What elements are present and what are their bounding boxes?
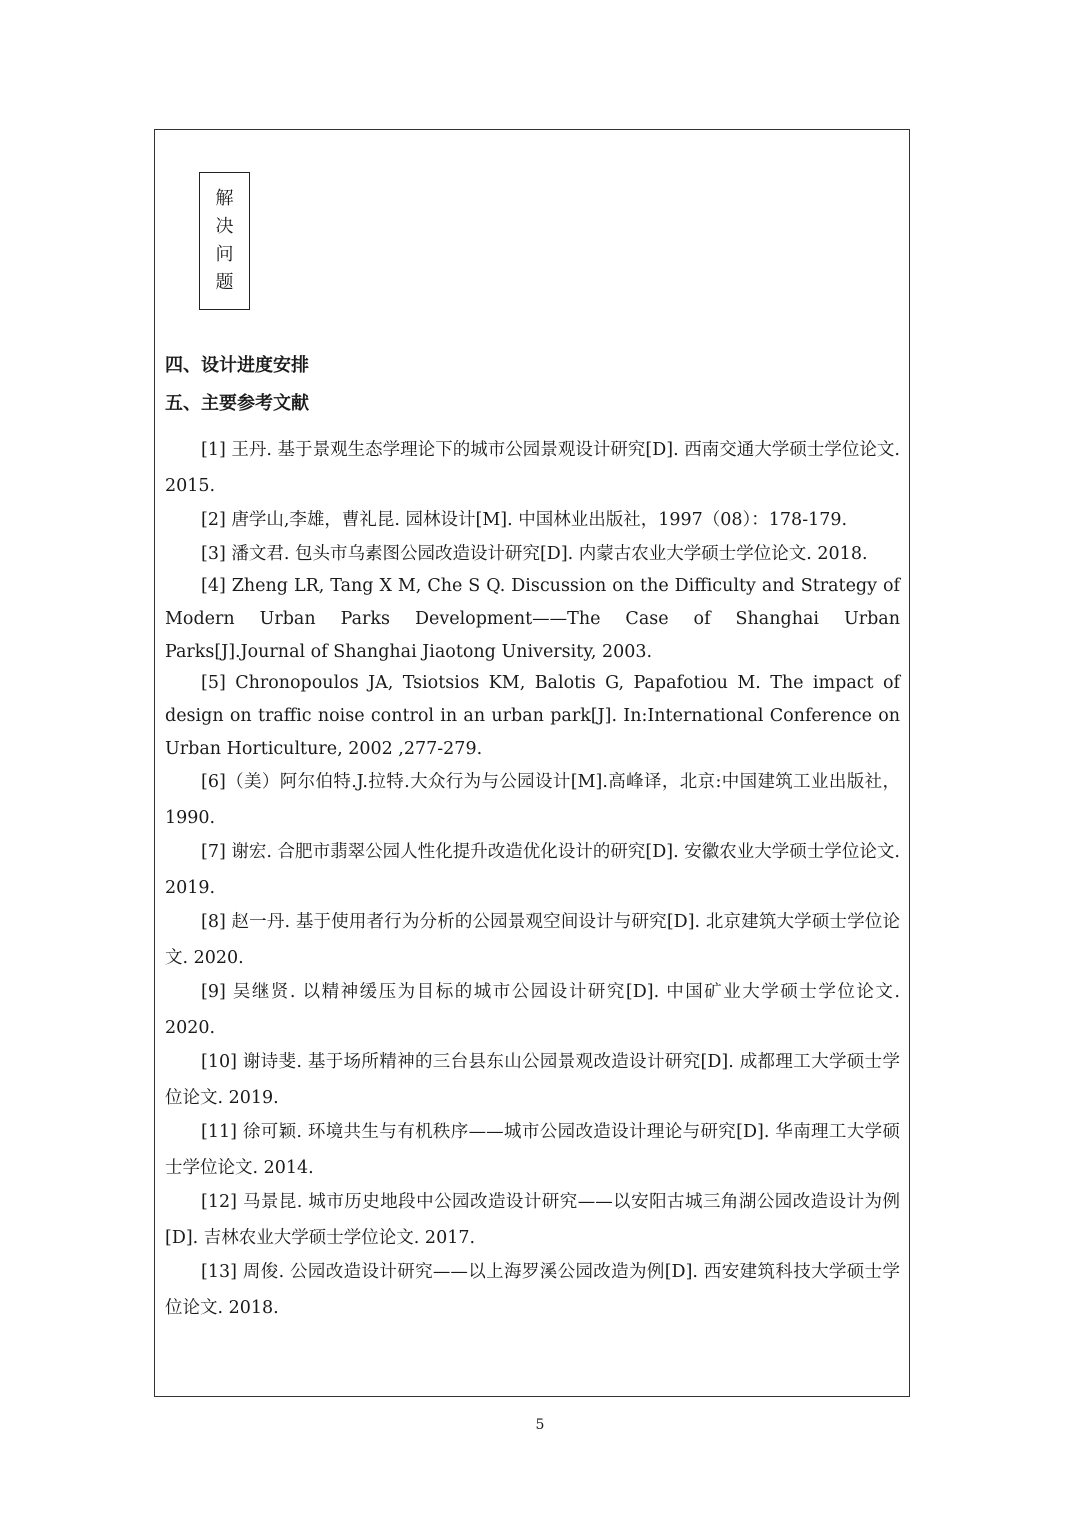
side-label-box (199, 172, 250, 310)
reference-item: [5] Chronopoulos JA, Tsiotsios KM, Balotis G, Papafotiou M. The impact of design on traffic noise control in an urban park[J]. In:International Conference on Urban Horticulture, 2002 ,277-279. (165, 673, 900, 759)
reference-item: [1] 王丹. 基于景观生态学理论下的城市公园景观设计研究[D]. 西南交通大学硕士学位论文. 2015. (165, 440, 900, 496)
side-label-char: 解 (215, 188, 234, 209)
reference-item: [7] 谢宏. 合肥市翡翠公园人性化提升改造优化设计的研究[D]. 安徽农业大学硕士学位论文. 2019. (165, 842, 900, 898)
content (165, 356, 900, 1324)
side-label-char: 决 (215, 216, 234, 237)
side-label-char: 问 (215, 244, 234, 265)
section-heading-schedule: 四、设计进度安排 (165, 355, 309, 376)
page-number: 5 (535, 1417, 545, 1433)
reference-item: [2] 唐学山,李雄，曹礼昆. 园林设计[M]. 中国林业出版社，1997（08）：178-179. (201, 510, 848, 530)
side-label-char: 题 (215, 272, 234, 293)
reference-item: [13] 周俊. 公园改造设计研究——以上海罗溪公园改造为例[D]. 西安建筑科技大学硕士学位论文. 2018. (165, 1262, 900, 1318)
reference-item: [3] 潘文君. 包头市乌素图公园改造设计研究[D]. 内蒙古农业大学硕士学位论文. 2018. (201, 544, 868, 564)
reference-item: [8] 赵一丹. 基于使用者行为分析的公园景观空间设计与研究[D]. 北京建筑大学硕士学位论文. 2020. (165, 912, 900, 968)
reference-item: [9] 吴继贤. 以精神缓压为目标的城市公园设计研究[D]. 中国矿业大学硕士学位论文. 2020. (165, 982, 900, 1038)
section-heading-references: 五、主要参考文献 (165, 393, 309, 414)
reference-item: [4] Zheng LR, Tang X M, Che S Q. Discussion on the Difficulty and Strategy of Modern Urban Parks Development——The Case of Shanghai Urban Parks[J].Journal of Shanghai Jiaotong University, 2003. (165, 576, 900, 662)
reference-item: [6]（美）阿尔伯特.J.拉特.大众行为与公园设计[M].高峰译，北京:中国建筑工业出版社，1990. (165, 772, 900, 828)
reference-item: [11] 徐可颖. 环境共生与有机秩序——城市公园改造设计理论与研究[D]. 华南理工大学硕士学位论文. 2014. (165, 1122, 900, 1178)
reference-item: [12] 马景昆. 城市历史地段中公园改造设计研究——以安阳古城三角湖公园改造设计为例[D]. 吉林农业大学硕士学位论文. 2017. (165, 1192, 900, 1248)
table-frame (154, 129, 910, 1397)
reference-list (165, 432, 900, 1326)
reference-item: [10] 谢诗斐. 基于场所精神的三台县东山公园景观改造设计研究[D]. 成都理工大学硕士学位论文. 2019. (165, 1052, 900, 1108)
